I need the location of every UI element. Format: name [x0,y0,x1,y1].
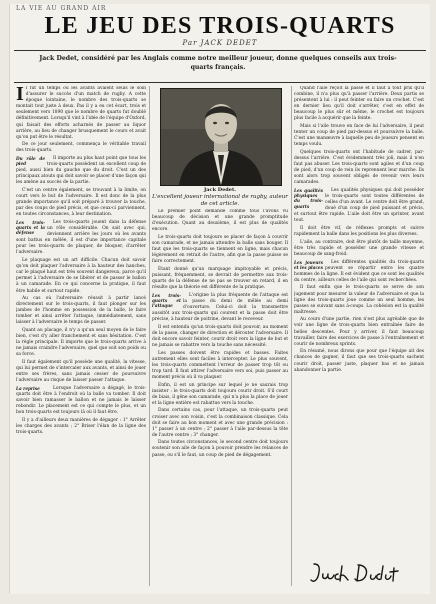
paragraph-text: Il faut également qu'il possède une qualité, la vitesse, qui lui permet de s'intercaler aux avants, et ainsi de jouer entre ses frères, sans jamais cesser de poursuivre l'adversaire au risque de laisser passer l'attaque. [16,360,146,384]
paragraph-text: Mais si l'aile trouve en face de lui l'adversaire, il peut tenter un coup de pied par-dessus et poursuivre la balle. C'est une manœuvre à laquelle peu de joueurs pensent en temps voulu. [294,124,424,148]
paragraph-text: Dans toutes circonstances, le second centre doit toujours soutenir son aile de façon à pouvoir prendre les relances de passe, ou s'il le faut, un coup de pied de dégagement. [152,440,288,458]
text-column-1 [16,86,146,591]
article-paragraph [152,408,288,438]
paragraph-text: L'origine la plus fréquente de l'attaque est la passe du demi de mêlée au demi d'ouverture. Celui-ci doit la transmettre aussitôt aux trois-quarts qui courent et la passe doit être précise, à hauteur de poitrine, devant le receveur. [152,292,288,323]
article-paragraph [16,296,146,326]
article-paragraph [16,360,146,384]
paragraph-text: Il est entendu qu'un trois-quarts doit pouvoir, au moment de la passe, changer de direction et dérouter l'adversaire. Il doit encore savoir feinter, courir droit vers la ligne de but et ne jamais se rabattre vers la touche sans nécessité. [152,324,288,348]
article-paragraph [152,209,288,233]
paragraph-text: Les trois-quarts jouent dans la défense un rôle considérable. On sait avec qui, deviennent arrière les jours où les avants sont battus en mêlée, il est d'une importance capitale pour les trois-quarts de plaquer, de bloquer, d'arrêter l'adversaire. [16,219,146,256]
article-paragraph [152,440,288,458]
article-paragraph [152,325,288,349]
paragraph-text: Au cours d'une partie, rien n'est plus agréable que de voir une ligne de trois-quarts bien entraînée faire de belles descentes. Pour y arriver, il faut beaucoup travailler, faire des exercices de passe à l'entraînement et courir de nombreux sprints. [294,317,424,347]
paragraph-text: Quelques trois-quarts ont l'habitude de cadrer, par-dessus l'arrière. C'est évidemment très joli, mais il n'en faut pas abuser. Les trois-quarts sont agiles et d'un coup de pied, d'un coup de rein ils reprennent leur marche. Ils sont alors trop souvent obligés de revenir vers leurs camarades. [294,149,424,186]
article-paragraph [294,188,424,225]
article-paragraph [16,418,146,436]
article-paragraph [152,235,288,265]
magazine-page [9,4,430,594]
paragraph-text: Au cas où l'adversaire réussit à partir lancé directement sur le trois-quarts, il faut plonger sur les jambes de l'homme en possession de la balle, le faire tomber et ainsi arrêter l'attaque, immédiatement, sans laisser à l'adversaire le temps de passer. [16,296,146,326]
paragraph-text: Les différentes qualités du trois-quarts peuvent se répartir entre les quatre hommes de la ligne. Il est évident que ce sont les qualités du centre, ailleurs celles de l'aile qui sont recherchées. [294,259,424,283]
article-paragraph [294,317,424,347]
article-paragraph [16,142,146,154]
paragraph-text: Il doit être vif, de réflexes prompts et suivre rapidement la balle dans les positions les plus diverses. [294,226,424,238]
paragraph-text: Le premier point demande comme tous l'avons vu beaucoup de décision et une grande promptitude d'exécution. Quant au deuxième, il est plus de qualités encore. [152,209,288,233]
paragraph-text: Le plaquage est un art difficile. Chacun doit savoir qu'on doit plaquer l'adversaire à la hauteur des hanches, car le plaqué haut est très souvent dangereux, parce qu'il permet à l'adversaire de se libérer et de passer le ballon à un camarade. En ce qui concerne la pratique, il faut être habile et surtout rapide. [16,258,146,294]
paragraph-text: Dans certains cas, pour l'attaque, un trois-quarts peut croiser avec son voisin, c'est la combinaison classique. Cela doit se faire au bon moment et avec une grande précision : 1° passer à un centre ; 2° passer à l'aile par-dessus la tête de l'autre centre ; 3° changer. [152,408,288,438]
paragraph-text: l fut un temps où les avants avaient seuls le soin d'assurer le succès d'un match de rugby. A cette époque lointaine, le nombre des trois-quarts se montait tout juste à deux. Pas il y a eu cet écart, trois et seulement vers 1890 que le nombre de quarts fut doublé définitivement. Lorsqu'il vint à l'idée de l'équipe d'Oxford, qui faisait des efforts acharnés de passer au liquor arrière, au lieu de changer brusquement le cours et avait qu'on put être le résultat. [16,86,146,140]
paragraph-text: Quant au placage, il n'y a qu'un seul moyen de le faire bien, c'est d'y aller franchement et sans hésitation. C'est la règle principale. Il importe que le trois-quarts arrive à ne jamais craindre l'adversaire, quel que soit son poids ou sa force. [16,328,146,358]
article-paragraph [294,285,424,315]
paragraph-text: Lorsque l'adversaire a dégagé, le trois-quarts doit être à l'endroit où la balle va tomber. Il doit savoir bien ramasser le ballon et ne jamais le laisser rebondir. Le placement est ce qui compte le plus, et un bon trois-quarts est toujours là où il faut être. [16,385,146,416]
article-paragraph [294,240,424,258]
side-heading: Les qualités physiques du trois-quarts [294,188,323,209]
article-paragraph [294,349,424,373]
article-paragraph [16,258,146,295]
article-paragraph [16,86,146,141]
side-heading: Les trois-quarts et la défense [16,219,45,236]
paragraph-text: L'aile, au contraire, doit être plutôt de taille moyenne, être très rapide et posséder une grande vitesse et beaucoup de sang-froid. [294,239,424,257]
byline: Par JACK DEDET [182,39,258,47]
text-column-3 [294,86,424,591]
article-paragraph [152,383,288,407]
title-rule [14,50,426,51]
author-signature [308,560,420,586]
article-title: LE JEU DES TROIS-QUARTS [44,13,396,39]
side-heading: La reprise [16,385,40,391]
paragraph-text: Le trois-quarts doit toujours se placer de façon à couvrir son camarade, et ne jamais attendre la balle sans bouger. Il faut que les trois-quarts se tiennent en ligne, mais chacun légèrement en retrait de l'autre, afin que la passe puisse se faire correctement. [152,234,288,265]
paragraph-text: De ce jour seulement, commença le véritable travail des trois-quarts. [16,142,146,154]
article-paragraph [294,124,424,148]
article-paragraph [294,150,424,187]
article-paragraph [16,220,146,257]
article-paragraph [16,156,146,186]
paragraph-text: Les passes doivent être rapides et basses. Faites autrement elles sont faciles à intercepter. Le plus souvent, les trois-quarts commettent l'erreur de passer trop tôt ou trop tard. Il faut attirer l'adversaire vers soi, puis passer au moment précis où il va plaquer. [152,350,288,380]
paragraph-text: C'est un centre également, se trouvant à la limite, on court vers le but de l'adversaire. Il est donc de la plus grande importance qu'il soit préparé à trouver la touche, par des coups de pied précis, et que ceux-ci parviennent, en toutes circonstances, à leur destination. [16,188,146,218]
column-separator [291,86,292,586]
article-paragraph [294,226,424,238]
paragraph-text: Il y a d'ailleurs deux manières de dégager : 1° Arrêter les charges des avants ; 2° Briser l'élan de la ligne des trois-quarts. [16,417,146,436]
paragraph-text: Il importe au plus haut point que tous les trois-quarts possèdent un excellent coup de pied, aussi bien du gauche que du droit. C'est un des principaux atouts qui doit savoir se placer d'une façon qui les amène au succès de la partie. [16,156,146,186]
paragraph-text: Enfin, il est un principe sur lequel je ne saurais trop insister : le trois-quarts doit toujours courir droit. S'il court de biais, il gêne son camarade, qui n'a plus la place de jouer et la ligne entière est rabattue vers la touche. [152,382,288,406]
article-paragraph [294,260,424,284]
drop-cap: I [16,86,24,105]
running-header: LA VIE AU GRAND AIR [16,5,107,12]
side-heading: Les joueurs et les places [294,259,323,270]
column-separator [149,86,150,586]
article-paragraph [152,293,288,323]
article-paragraph [16,328,146,358]
article-paragraph [294,86,424,123]
article-paragraph [16,188,146,218]
article-paragraph [152,351,288,381]
article-paragraph [152,267,288,291]
paragraph-text: En résumé, nous dirons que pour que l'équipe ait des chances de gagner, il faut que ses trois-quarts sachent courir droit, passer juste, plaquer bas et ne jamais abandonner la partie. [294,349,424,373]
portrait-photo [160,88,282,186]
text-column-2 [152,209,288,591]
paragraph-text: Étant donné qu'un marquage impitoyable et précis, puissant, fréquemment, se devrait de permettre aux trois-quarts de la défense de ne pas se trouver en retard, il en résulte que la théorie est différente de la pratique. [152,266,288,291]
side-heading: Du rôle de pied [16,156,45,167]
article-paragraph [16,386,146,416]
photo-caption-name: Jack Dedet. [203,187,237,193]
article-intro: Jack Dedet, considéré par les Anglais comme notre meilleur joueur, donne quelques conseils aux trois-quarts français. [39,55,397,71]
intro-rule [14,82,426,83]
paragraph-text: Les qualités physiques qui doit posséder le trois-quarts sont toutes différentes de celles d'un avant. Le centre doit être grand, doué d'un coup de pied puissant et précis, et surtout être rapide. L'aile doit être un sprinter, avant tout. [294,188,424,224]
side-heading: Les trois-quarts et l'attaque [152,292,181,309]
paragraph-text: Quand l'aile reçoit la passe et il faut à tout prix qu'il combine, il n'a plus qu'à passer l'arrière. Deux partis se présentent à lui : il peut feinter ou faire un crochet. C'est en dernier lieu qu'il doit s'arrêter, c'est en effet de beaucoup le plus sûr et même, le crochet est toujours plus facile à acquérir que la feinte. [294,86,424,122]
paragraph-text: Il faut enfin que le trois-quarts se serve de son jugement pour mesurer la valeur de l'adversaire et que la ligne des trois-quarts joue comme un seul homme, les passes se suivant sans à-coups. La cohésion est la qualité maîtresse. [294,285,424,315]
photo-caption: L'excellent joueur international de rugby, auteur de cet article. [152,194,288,207]
